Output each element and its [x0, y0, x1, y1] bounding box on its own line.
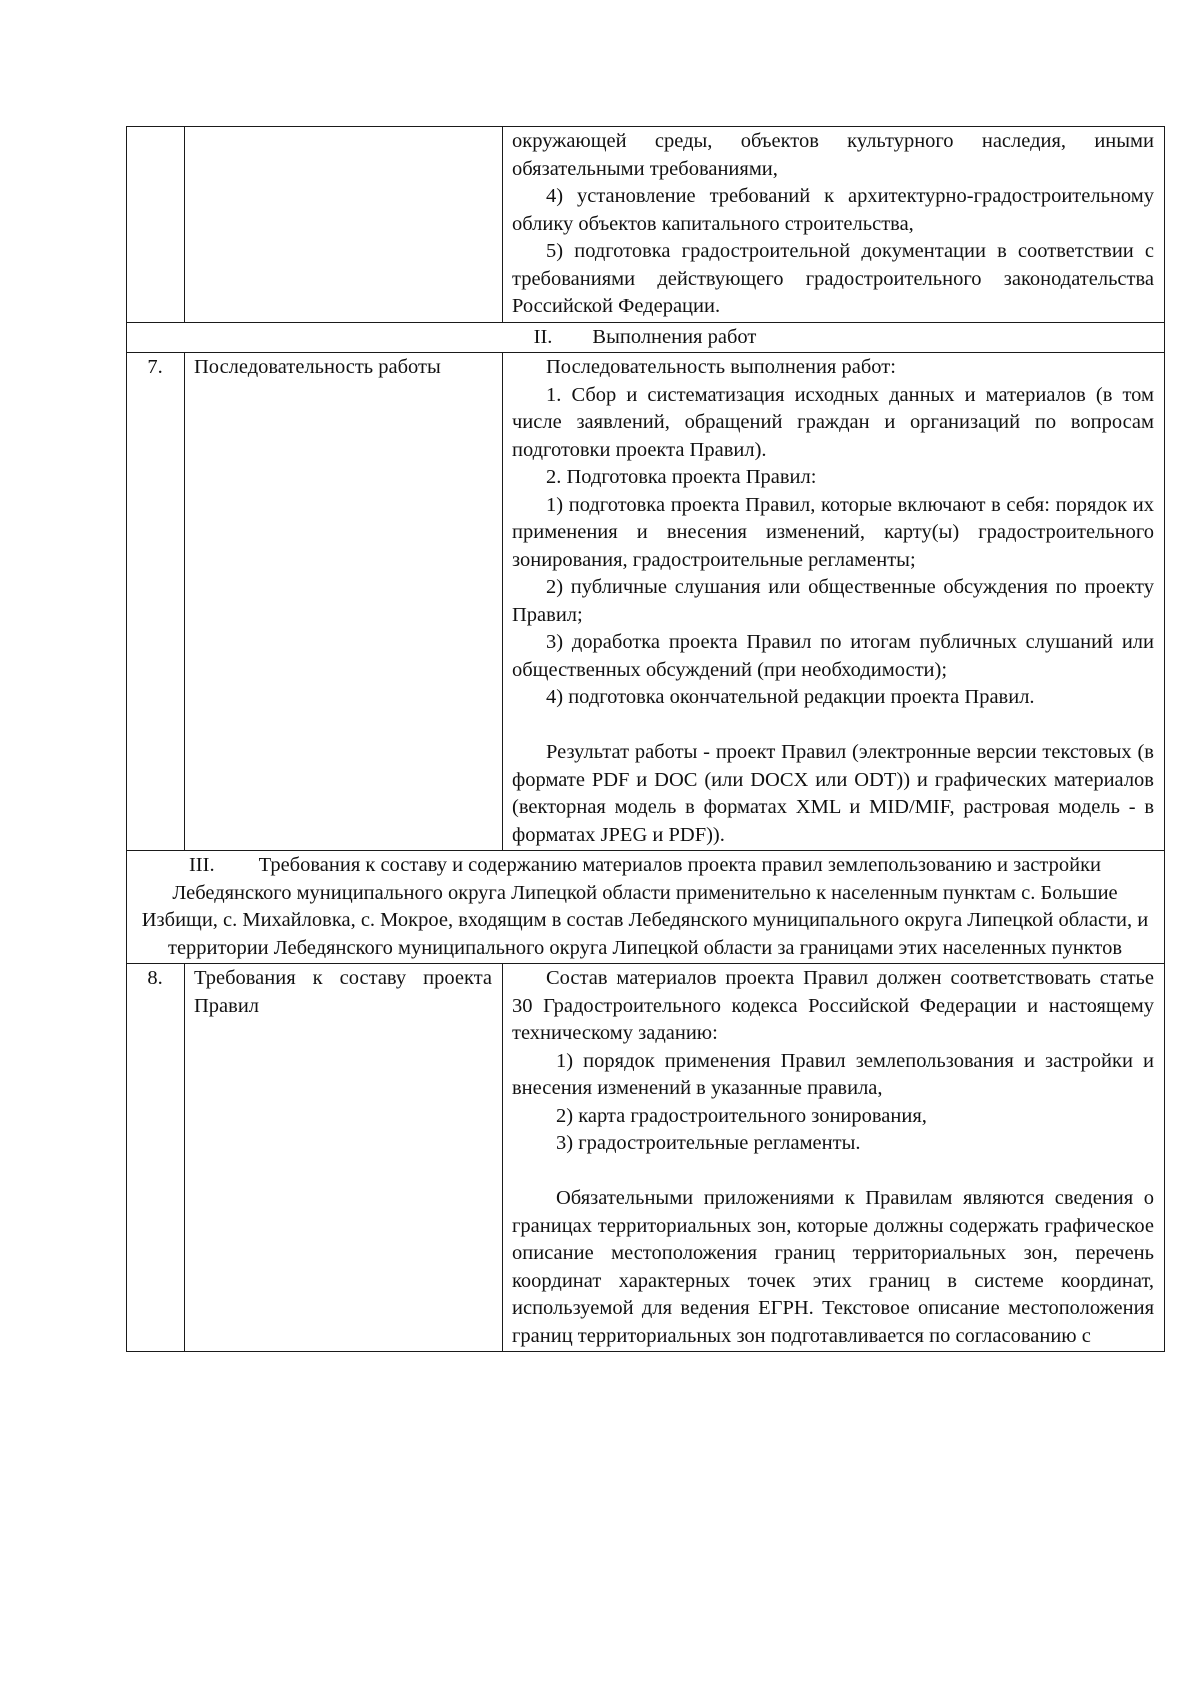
paragraph: 4) установление требований к архитектурно-градостроительному облику объектов капитального строительства,	[512, 185, 1154, 235]
paragraph: Состав материалов проекта Правил должен соответствовать статье 30 Градостроительного кодекса Российской Федерации и настоящему техническому заданию:	[512, 967, 1154, 1044]
spacer	[512, 712, 1154, 740]
content-cell	[503, 127, 1165, 323]
content-cell	[503, 353, 1165, 851]
requirements-table	[126, 126, 1165, 1352]
section-number: II.	[533, 325, 553, 348]
paragraph: Обязательными приложениями к Правилам являются сведения о границах территориальных зон, которые должны содержать графическое описание местоположения границ территориальных зон, перечень координат характерных точек этих границ в системе координат, используемой для ведения ЕГРН. Текстовое описание местоположения границ территориальных зон подготавливается по согласованию с	[512, 1187, 1154, 1347]
paragraph: 1) подготовка проекта Правил, которые включают в себя: порядок их применения и внесения изменений, карту(ы) градостроительного зонирования, градостроительные регламенты;	[512, 493, 1154, 571]
table-row	[127, 353, 1165, 851]
paragraph: Последовательность выполнения работ:	[546, 356, 896, 378]
paragraph: 3) доработка проекта Правил по итогам публичных слушаний или общественных обсуждений (при необходимости);	[512, 631, 1154, 681]
section-header	[127, 851, 1165, 964]
paragraph: 4) подготовка окончательной редакции проекта Правил.	[546, 686, 1035, 708]
paragraph: 1) порядок применения Правил землепользования и застройки и внесения изменений в указанные правила,	[512, 1049, 1154, 1099]
section-number: III.	[188, 854, 215, 876]
section-header-row	[127, 851, 1165, 964]
paragraph: 3) градостроительные регламенты.	[556, 1132, 861, 1154]
section-title: Выполнения работ	[592, 325, 757, 348]
label-cell	[185, 127, 503, 323]
paragraph: 1. Сбор и систематизация исходных данных и материалов (в том числе заявлений, обращений граждан и организаций по вопросам подготовки проекта Правил).	[512, 383, 1154, 461]
row-number: 7.	[127, 353, 185, 851]
paragraph: 2. Подготовка проекта Правил:	[546, 466, 817, 488]
row-number: 8.	[127, 964, 185, 1352]
paragraph: 2) публичные слушания или общественные обсуждения по проекту Правил;	[512, 576, 1154, 626]
paragraph: Результат работы - проект Правил (электронные версии текстовых (в формате PDF и DOC (или DOCX или ODT)) и графических материалов (векторная модель в форматах XML и MID/MIF, растровая модель - в форматах JPEG и PDF)).	[512, 741, 1154, 846]
spacer	[512, 1158, 1154, 1186]
table-row	[127, 964, 1165, 1352]
paragraph: 2) карта градостроительного зонирования,	[556, 1104, 927, 1127]
section-header-row	[127, 322, 1165, 353]
paragraph: 5) подготовка градостроительной документации в соответствии с требованиями действующего градостроительного законодательства Российской Федерации.	[512, 240, 1154, 317]
paragraph: окружающей среды, объектов культурного наследия, иными обязательными требованиями,	[512, 130, 1154, 180]
section-title: Требования к составу и содержанию материалов проекта правил землепользованию и застройки Лебедянского муниципального округа Липецкой области применительно к населенным пунктам с. Большие Избищи, с. Михайловка, с. Мокрое, входящим в состав Лебедянского муниципального округа Липецкой области, и территории Лебедянского муниципального округа Липецкой области за границами этих населенных пунктов	[141, 854, 1149, 959]
number-cell	[127, 127, 185, 323]
row-label: Последовательность работы	[185, 353, 503, 851]
section-header	[127, 322, 1165, 353]
table-row-continuation	[127, 127, 1165, 323]
content-cell	[503, 964, 1165, 1352]
row-label: Требования к составу проекта Правил	[185, 964, 503, 1352]
